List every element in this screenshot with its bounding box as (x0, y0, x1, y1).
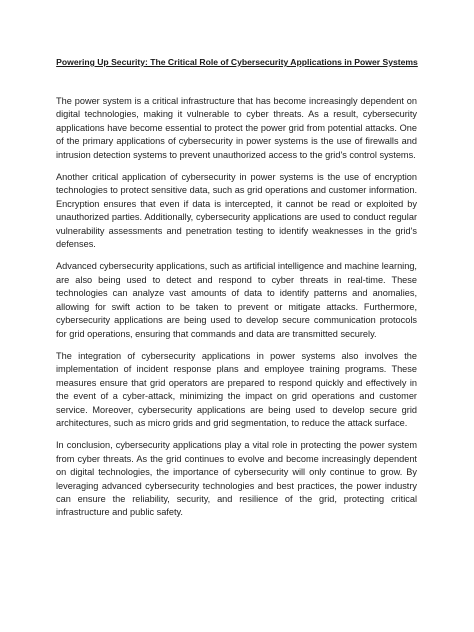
paragraph-4: The integration of cybersecurity applications in power systems also involves the implementation of incident response plans and employee training programs. These measures ensure that grid operators are prepared to respond quickly and effectively in the event of a cyber-attack, minimizing the impact on grid operations and customer service. Moreover, cybersecurity applications are being used to develop secure grid architectures, such as micro grids and grid segmentation, to reduce the attack surface. (56, 350, 417, 428)
paragraph-2: Another critical application of cybersecurity in power systems is the use of encryption technologies to protect sensitive data, such as grid operations and customer information. Encryption ensures that even if data is intercepted, it cannot be read or exploited by unauthorized parties. Additionally, cybersecurity applications are used to conduct regular vulnerability assessments and penetration testing to identify weaknesses in the grid's defenses. (56, 172, 417, 250)
document-body (56, 95, 417, 529)
document-title: Powering Up Security: The Critical Role of Cybersecurity Applications in Power Systems (56, 57, 418, 67)
paragraph-3: Advanced cybersecurity applications, such as artificial intelligence and machine learning, are also being used to detect and respond to cyber threats in real-time. These technologies can analyze vast amounts of data to identify patterns and anomalies, allowing for swift action to be taken to prevent or mitigate attacks. Furthermore, cybersecurity applications are being used to develop secure communication protocols for grid operations, ensuring that commands and data are transmitted securely. (56, 261, 417, 339)
paragraph-1: The power system is a critical infrastructure that has become increasingly dependent on digital technologies, making it vulnerable to cyber threats. As a result, cybersecurity applications have become essential to protect the power grid from potential attacks. One of the primary applications of cybersecurity in power systems is the use of firewalls and intrusion detection systems to prevent unauthorized access to the grid's control systems. (56, 96, 417, 160)
paragraph-5: In conclusion, cybersecurity applications play a vital role in protecting the power system from cyber threats. As the grid continues to evolve and become increasingly dependent on digital technologies, the importance of cybersecurity will only continue to grow. By leveraging advanced cybersecurity technologies and best practices, the power industry can ensure the reliability, security, and resilience of the grid, protecting critical infrastructure and public safety. (56, 440, 417, 518)
